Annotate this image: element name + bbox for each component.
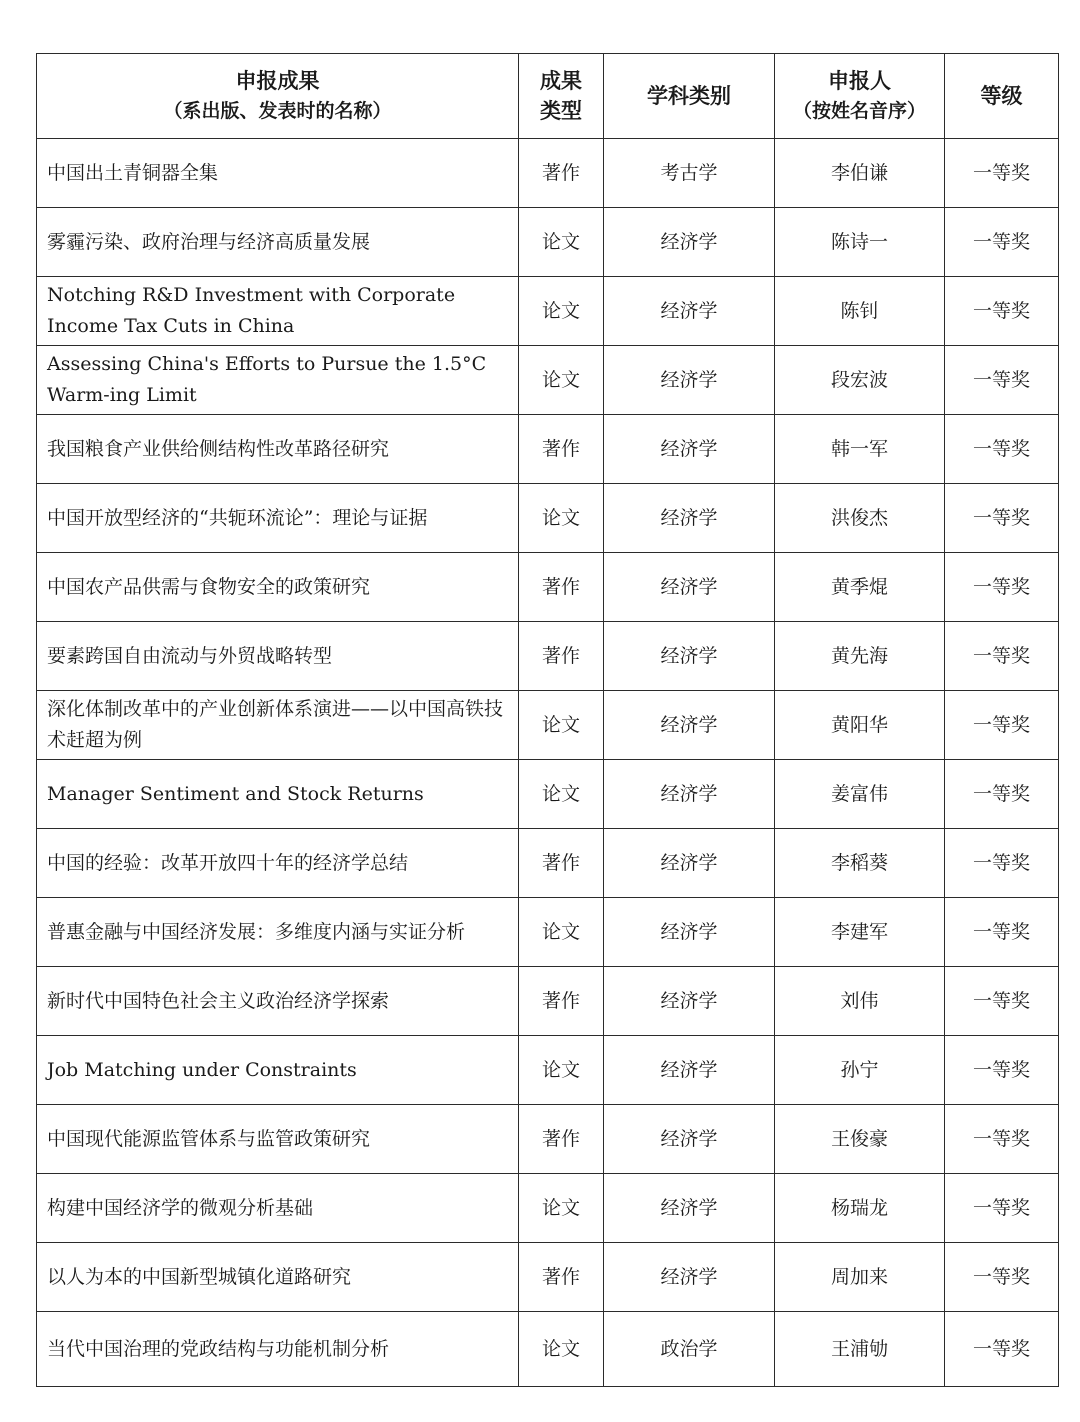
table-row — [37, 691, 1059, 760]
table-row — [37, 415, 1059, 484]
cell-applicant: 李稻葵 — [775, 829, 945, 898]
cell-discipline: 经济学 — [604, 829, 775, 898]
cell-discipline: 经济学 — [604, 898, 775, 967]
cell-applicant: 黄季焜 — [775, 553, 945, 622]
cell-applicant: 洪俊杰 — [775, 484, 945, 553]
cell-title: 普惠金融与中国经济发展：多维度内涵与实证分析 — [37, 898, 519, 967]
cell-type: 著作 — [519, 1243, 604, 1312]
awards-table — [36, 53, 1059, 1387]
header-achievement-sub: （系出版、发表时的名称） — [163, 100, 392, 122]
cell-type: 论文 — [519, 691, 604, 760]
cell-applicant: 李伯谦 — [775, 139, 945, 208]
cell-applicant: 陈诗一 — [775, 208, 945, 277]
cell-discipline: 经济学 — [604, 553, 775, 622]
table-row — [37, 1174, 1059, 1243]
cell-applicant: 黄先海 — [775, 622, 945, 691]
header-discipline: 学科类别 — [604, 54, 775, 139]
cell-discipline: 经济学 — [604, 691, 775, 760]
cell-level: 一等奖 — [945, 760, 1059, 829]
cell-discipline: 考古学 — [604, 139, 775, 208]
cell-level: 一等奖 — [945, 967, 1059, 1036]
cell-level: 一等奖 — [945, 484, 1059, 553]
cell-title: 新时代中国特色社会主义政治经济学探索 — [37, 967, 519, 1036]
table-row — [37, 139, 1059, 208]
cell-level: 一等奖 — [945, 208, 1059, 277]
table-row — [37, 622, 1059, 691]
table-row — [37, 208, 1059, 277]
cell-level: 一等奖 — [945, 691, 1059, 760]
cell-title: 构建中国经济学的微观分析基础 — [37, 1174, 519, 1243]
cell-type: 著作 — [519, 1105, 604, 1174]
cell-level: 一等奖 — [945, 622, 1059, 691]
cell-title: 要素跨国自由流动与外贸战略转型 — [37, 622, 519, 691]
cell-type: 论文 — [519, 760, 604, 829]
cell-title: 我国粮食产业供给侧结构性改革路径研究 — [37, 415, 519, 484]
cell-level: 一等奖 — [945, 553, 1059, 622]
cell-discipline: 经济学 — [604, 1105, 775, 1174]
table-row — [37, 760, 1059, 829]
cell-type: 论文 — [519, 1312, 604, 1387]
cell-title: 中国开放型经济的“共轭环流论”：理论与证据 — [37, 484, 519, 553]
header-type-line1: 成果 — [540, 69, 582, 93]
cell-type: 著作 — [519, 829, 604, 898]
cell-type: 著作 — [519, 622, 604, 691]
cell-title: 深化体制改革中的产业创新体系演进——以中国高铁技术赶超为例 — [37, 691, 519, 760]
cell-title: Manager Sentiment and Stock Returns — [37, 760, 519, 829]
table-row — [37, 1105, 1059, 1174]
cell-title: Notching R&D Investment with Corporate Income Tax Cuts in China — [37, 277, 519, 346]
cell-type: 论文 — [519, 484, 604, 553]
cell-applicant: 王俊豪 — [775, 1105, 945, 1174]
cell-type: 著作 — [519, 553, 604, 622]
cell-discipline: 政治学 — [604, 1312, 775, 1387]
cell-level: 一等奖 — [945, 1312, 1059, 1387]
table-row — [37, 1036, 1059, 1105]
header-type — [519, 54, 604, 139]
cell-applicant: 周加来 — [775, 1243, 945, 1312]
cell-applicant: 段宏波 — [775, 346, 945, 415]
cell-level: 一等奖 — [945, 829, 1059, 898]
cell-applicant: 陈钊 — [775, 277, 945, 346]
cell-title: 以人为本的中国新型城镇化道路研究 — [37, 1243, 519, 1312]
cell-type: 著作 — [519, 415, 604, 484]
cell-level: 一等奖 — [945, 1174, 1059, 1243]
table-row — [37, 898, 1059, 967]
cell-applicant: 黄阳华 — [775, 691, 945, 760]
cell-applicant: 李建军 — [775, 898, 945, 967]
header-applicant — [775, 54, 945, 139]
cell-applicant: 王浦劬 — [775, 1312, 945, 1387]
cell-discipline: 经济学 — [604, 1036, 775, 1105]
cell-level: 一等奖 — [945, 1036, 1059, 1105]
cell-discipline: 经济学 — [604, 277, 775, 346]
table-row — [37, 967, 1059, 1036]
cell-level: 一等奖 — [945, 898, 1059, 967]
cell-title: 中国的经验：改革开放四十年的经济学总结 — [37, 829, 519, 898]
cell-discipline: 经济学 — [604, 208, 775, 277]
cell-applicant: 孙宁 — [775, 1036, 945, 1105]
cell-type: 论文 — [519, 346, 604, 415]
table-row — [37, 1312, 1059, 1387]
cell-level: 一等奖 — [945, 415, 1059, 484]
cell-discipline: 经济学 — [604, 1174, 775, 1243]
header-level: 等级 — [945, 54, 1059, 139]
cell-discipline: 经济学 — [604, 622, 775, 691]
cell-title: Job Matching under Constraints — [37, 1036, 519, 1105]
cell-discipline: 经济学 — [604, 1243, 775, 1312]
table-row — [37, 553, 1059, 622]
cell-level: 一等奖 — [945, 139, 1059, 208]
cell-applicant: 杨瑞龙 — [775, 1174, 945, 1243]
cell-type: 著作 — [519, 139, 604, 208]
header-applicant-sub: （按姓名音序） — [792, 100, 926, 122]
cell-discipline: 经济学 — [604, 760, 775, 829]
cell-level: 一等奖 — [945, 1105, 1059, 1174]
cell-title: 中国出土青铜器全集 — [37, 139, 519, 208]
header-applicant-main: 申报人 — [828, 69, 891, 93]
cell-level: 一等奖 — [945, 1243, 1059, 1312]
cell-title: Assessing China's Efforts to Pursue the 1.5°C Warm-ing Limit — [37, 346, 519, 415]
cell-level: 一等奖 — [945, 346, 1059, 415]
cell-discipline: 经济学 — [604, 346, 775, 415]
cell-title: 雾霾污染、政府治理与经济高质量发展 — [37, 208, 519, 277]
cell-type: 论文 — [519, 1036, 604, 1105]
cell-type: 论文 — [519, 208, 604, 277]
table-row — [37, 1243, 1059, 1312]
cell-title: 中国农产品供需与食物安全的政策研究 — [37, 553, 519, 622]
table-row — [37, 829, 1059, 898]
cell-title: 中国现代能源监管体系与监管政策研究 — [37, 1105, 519, 1174]
header-achievement-main: 申报成果 — [235, 69, 320, 93]
cell-applicant: 韩一军 — [775, 415, 945, 484]
header-type-line2: 类型 — [540, 99, 582, 123]
cell-title: 当代中国治理的党政结构与功能机制分析 — [37, 1312, 519, 1387]
table-row — [37, 277, 1059, 346]
cell-discipline: 经济学 — [604, 415, 775, 484]
cell-discipline: 经济学 — [604, 967, 775, 1036]
cell-type: 论文 — [519, 277, 604, 346]
cell-applicant: 姜富伟 — [775, 760, 945, 829]
cell-applicant: 刘伟 — [775, 967, 945, 1036]
table-row — [37, 484, 1059, 553]
cell-type: 论文 — [519, 898, 604, 967]
cell-type: 论文 — [519, 1174, 604, 1243]
header-row — [37, 54, 1059, 139]
cell-type: 著作 — [519, 967, 604, 1036]
header-achievement — [37, 54, 519, 139]
table-row — [37, 346, 1059, 415]
cell-discipline: 经济学 — [604, 484, 775, 553]
cell-level: 一等奖 — [945, 277, 1059, 346]
